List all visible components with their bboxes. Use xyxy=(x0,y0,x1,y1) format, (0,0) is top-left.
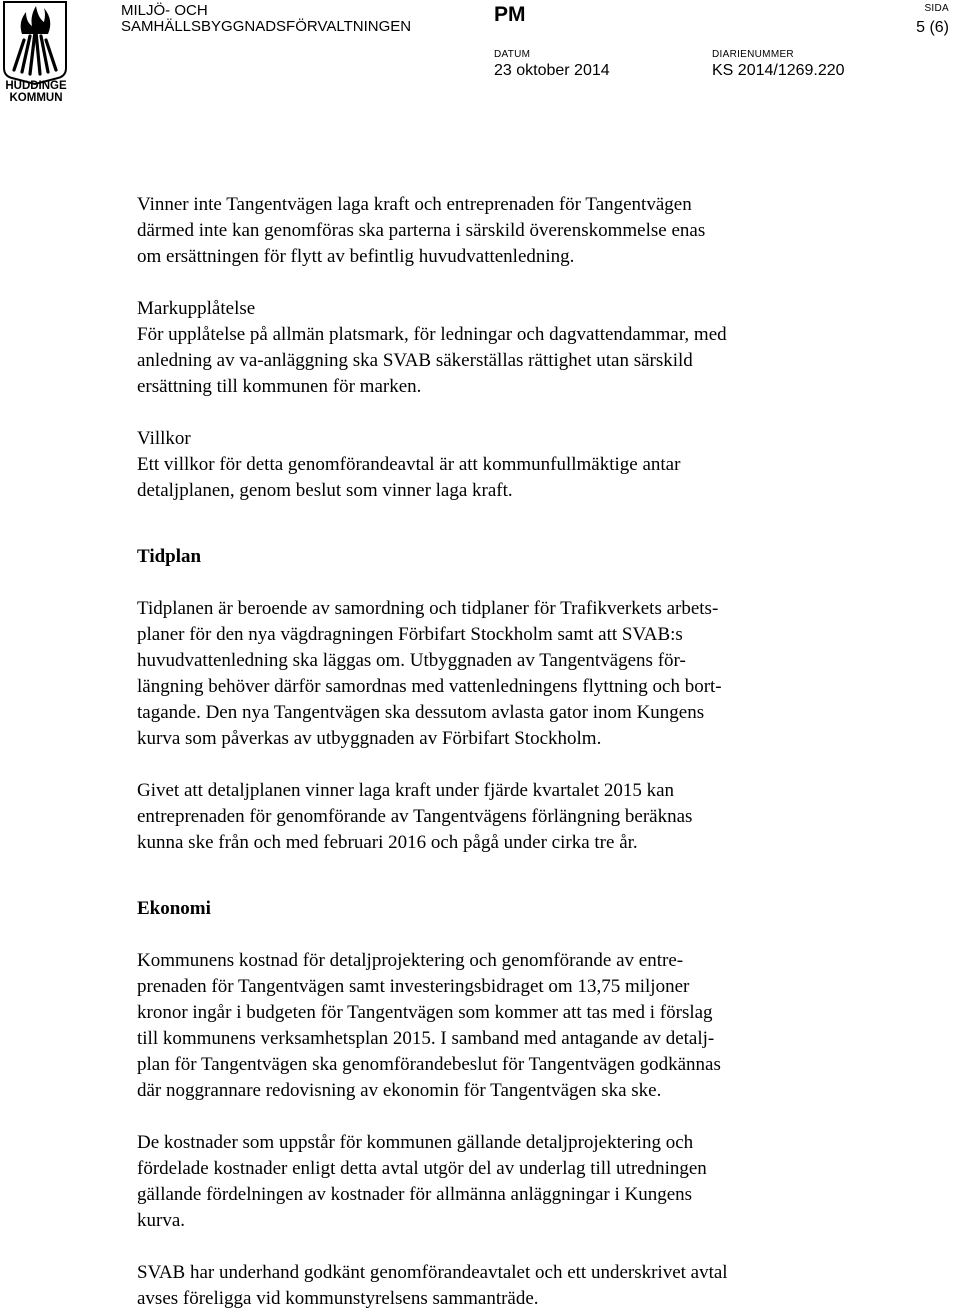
paragraph: Kommunens kostnad för detaljprojektering och genomförande av entre- prenaden för Tangentvägen samt investeringsbidraget om 13,75 miljoner kronor ingår i budgeten för Tangentvägen som kommer att tas med i förslag till kommunens verksamhetsplan 2015. I samband med antagande av detalj- plan för Tangentvägen ska genomförandebeslut för Tangentvägen godkännas där noggrannare redovisning av ekonomin för Tangentvägen ska ske. xyxy=(137,950,721,1101)
document-type: PM xyxy=(494,3,526,26)
paragraph: De kostnader som uppstår för kommunen gällande detaljprojektering och fördelade kostnader enligt detta avtal utgör del av underlag till utredningen gällande fördelningen av kostnader för allmänna anläggningar i Kungens kurva. xyxy=(137,1132,707,1231)
subsection-title-villkor: Villkor xyxy=(137,428,191,449)
section-heading-tidplan: Tidplan xyxy=(137,546,202,567)
organization-name: MILJÖ- OCH SAMHÄLLSBYGGNADSFÖRVALTNINGEN xyxy=(121,2,412,35)
paragraph: För upplåtelse på allmän platsmark, för ledningar och dagvattendammar, med anledning av va-anläggning ska SVAB säkerställas rättighet utan särskild ersättning till kommunen för marken. xyxy=(137,324,727,397)
page-header xyxy=(0,0,960,110)
date-value: 23 oktober 2014 xyxy=(494,62,610,79)
subsection-title-markupplatelse: Markupplåtelse xyxy=(137,298,256,319)
page-number: 5 (6) xyxy=(916,19,949,36)
section-heading-ekonomi: Ekonomi xyxy=(137,898,211,919)
logo-text: HUDDINGE KOMMUN xyxy=(5,80,67,104)
page-label: SIDA xyxy=(924,3,949,14)
paragraph: Vinner inte Tangentvägen laga kraft och entreprenaden för Tangentvägen därmed inte kan genomföras ska parterna i särskild överenskommelse enas om ersättningen för flytt av befintlig huvudvattenledning. xyxy=(137,194,706,267)
registration-number: KS 2014/1269.220 xyxy=(712,62,845,79)
paragraph: Tidplanen är beroende av samordning och tidplaner för Trafikverkets arbets- planer för den nya vägdragningen Förbifart Stockholm samt att SVAB:s huvudvattenledning ska läggas om. Utbyggnaden av Tangentvägens för- längning behöver därför samordnas med vattenledningens flyttning och bort- tagande. Den nya Tangentvägen ska dessutom avlasta gator inom Kungens kurva som påverkas av utbyggnaden av Förbifart Stockholm. xyxy=(137,598,722,749)
paragraph: Ett villkor för detta genomförandeavtal är att kommunfullmäktige antar detaljplanen, genom beslut som vinner laga kraft. xyxy=(137,454,681,501)
date-label: DATUM xyxy=(494,49,531,60)
registration-number-label: DIARIENUMMER xyxy=(712,49,794,60)
paragraph: SVAB har underhand godkänt genomförandeavtalet och ett underskrivet avtal avses föreligga vid kommunstyrelsens sammanträde. xyxy=(137,1262,728,1309)
document-body xyxy=(137,192,827,1312)
paragraph: Givet att detaljplanen vinner laga kraft under fjärde kvartalet 2015 kan entreprenaden för genomförande av Tangentvägens förlängning beräknas kunna ske från och med februari 2016 och pågå under cirka tre år. xyxy=(137,780,693,853)
